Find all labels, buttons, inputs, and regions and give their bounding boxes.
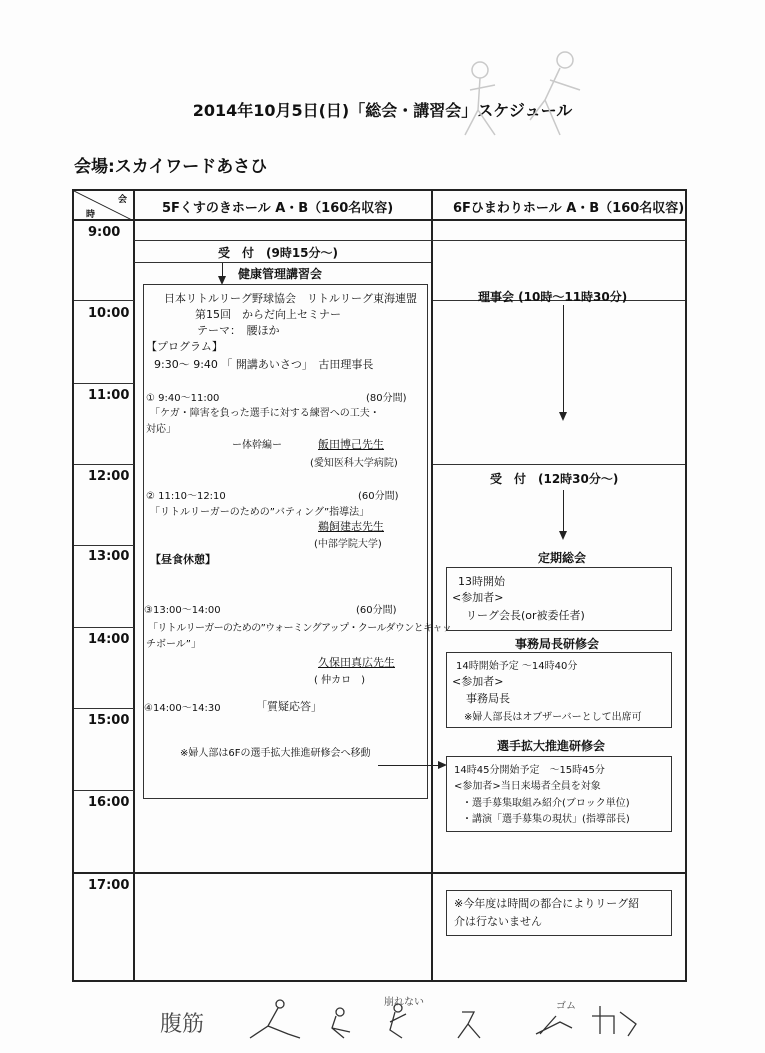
hall-column-divider (431, 189, 433, 982)
time-label-16: 16:00 (88, 795, 130, 810)
time-label-9: 9:00 (88, 225, 121, 240)
reception-arrow-shaft (222, 263, 223, 277)
venue-label: 会場:スカイワードあさひ (74, 157, 268, 177)
down-arrow-icon (559, 412, 567, 421)
expansion-item-2: ・講演「選手募集の現状」(指導部長) (462, 814, 630, 825)
s1-part: ー体幹編ー (232, 440, 282, 451)
time-label-15: 15:00 (88, 713, 130, 728)
general-start: 13時開始 (458, 575, 505, 588)
right-reception: 受 付 (12時30分～) (490, 472, 619, 486)
expansion-participants: <参加者>当日来場者全員を対象 (454, 781, 601, 792)
secretary-note: ※婦人部長はオブザーバーとして出席可 (464, 712, 642, 723)
s2-affiliation: (中部学院大学) (314, 539, 382, 550)
s1-title-line2: 対応」 (146, 424, 176, 435)
s3-time: ③13:00～14:00 (144, 605, 221, 616)
secretary-time: 14時開始予定 ～14時40分 (456, 661, 578, 672)
hour-line-17 (74, 872, 685, 874)
move-note: ※婦人部は6Fの選手拡大推進研修会へ移動 (180, 748, 371, 759)
s3-lecturer: 久保田真広先生 (318, 656, 395, 669)
board-arrow-shaft (563, 305, 564, 413)
hall-a-header: 5Fくすのきホール A・B（160名収容) (162, 201, 394, 216)
reception-right-arrow-shaft (563, 490, 564, 532)
handwritten-rubber: ゴム (556, 1001, 576, 1012)
corner-time-label: 時 (86, 210, 96, 220)
hour-line (74, 464, 134, 465)
general-participants: <参加者> (452, 591, 504, 604)
seminar-title: 健康管理講習会 (238, 267, 323, 281)
time-label-11: 11:00 (88, 388, 130, 403)
hour-line (74, 708, 134, 709)
down-arrow-icon (559, 531, 567, 540)
move-arrow-shaft (378, 765, 440, 766)
lunch-break: 【昼食休憩】 (150, 553, 216, 566)
s1-title-line1: 「ケガ・障害を負った選手に対する練習への工夫・ (150, 408, 380, 419)
s1-affiliation: (愛知医科大学病院) (310, 458, 398, 469)
page-title: 2014年10月5日(日)「総会・講習会」スケジュール (192, 101, 573, 120)
s1-duration: (80分間) (366, 393, 407, 404)
expansion-training-title: 選手拡大推進研修会 (497, 739, 606, 753)
s2-title: 「リトルリーガーのための”バティング”指導法」 (150, 507, 370, 518)
s4-title: 「質疑応答」 (256, 700, 322, 713)
handwritten-abs: 腹筋 (160, 1012, 205, 1037)
opening-session: 9:30～ 9:40 「 開講あいさつ」 古田理事長 (154, 358, 374, 371)
time-label-12: 12:00 (88, 469, 130, 484)
s1-time: ① 9:40～11:00 (146, 393, 220, 404)
hour-line (74, 300, 134, 301)
expansion-item-1: ・選手募集取組み紹介(ブロック単位) (462, 798, 630, 809)
general-who: リーグ会長(or被委任者) (466, 609, 585, 622)
s2-duration: (60分間) (358, 491, 399, 502)
hour-line (74, 627, 134, 628)
corner-venue-label: 会 (118, 195, 128, 205)
hour-line (74, 790, 134, 791)
s3-duration: (60分間) (356, 605, 397, 616)
s2-lecturer: 鵜飼建志先生 (318, 520, 384, 533)
seminar-theme: テーマ： 腰ほか (197, 324, 280, 337)
s1-lecturer: 飯田博己先生 (318, 438, 384, 451)
exercise-sketch-icon (240, 994, 680, 1049)
hour-line (74, 545, 134, 546)
s4-time: ④14:00～14:30 (144, 703, 221, 714)
hour-line (74, 383, 134, 384)
reception-underline (134, 262, 431, 263)
seminar-session: 第15回 からだ向上セミナー (195, 308, 341, 321)
left-reception: 受 付 (9時15分～) (218, 246, 339, 260)
s2-time: ② 11:10～12:10 (146, 491, 226, 502)
right-hour-line (433, 464, 685, 465)
time-label-17: 17:00 (88, 878, 130, 893)
secretary-participants: <参加者> (452, 675, 504, 688)
time-label-10: 10:00 (88, 306, 130, 321)
seminar-org: 日本リトルリーグ野球協会 リトルリーグ東海連盟 (164, 292, 417, 305)
nine-oclock-line (134, 240, 685, 241)
handwritten-stable: 崩れない (384, 997, 424, 1008)
bleed-through-sketch-icon (440, 40, 610, 160)
time-label-14: 14:00 (88, 632, 130, 647)
board-meeting: 理事会 (10時～11時30分) (478, 290, 628, 304)
time-label-13: 13:00 (88, 549, 130, 564)
secretary-who: 事務局長 (466, 692, 510, 705)
s3-affiliation: ( 仲カロ ) (314, 675, 365, 686)
hall-b-header: 6Fひまわりホール A・B（160名収容) (453, 201, 685, 216)
expansion-time: 14時45分開始予定 ～15時45分 (454, 765, 605, 776)
program-heading: 【プログラム】 (146, 340, 223, 353)
s3-title-line2: チボール”」 (146, 639, 201, 650)
time-column-divider (133, 189, 135, 982)
league-note-line1: ※今年度は時間の都合によりリーグ紹 (454, 897, 640, 910)
s3-title-line1: 「リトルリーガーのための”ウォーミングアップ・クールダウンとキャッ (148, 623, 452, 634)
league-note-line2: 介は行ないません (454, 915, 542, 928)
secretary-training-title: 事務局長研修会 (515, 637, 600, 651)
general-assembly-title: 定期総会 (538, 551, 587, 565)
